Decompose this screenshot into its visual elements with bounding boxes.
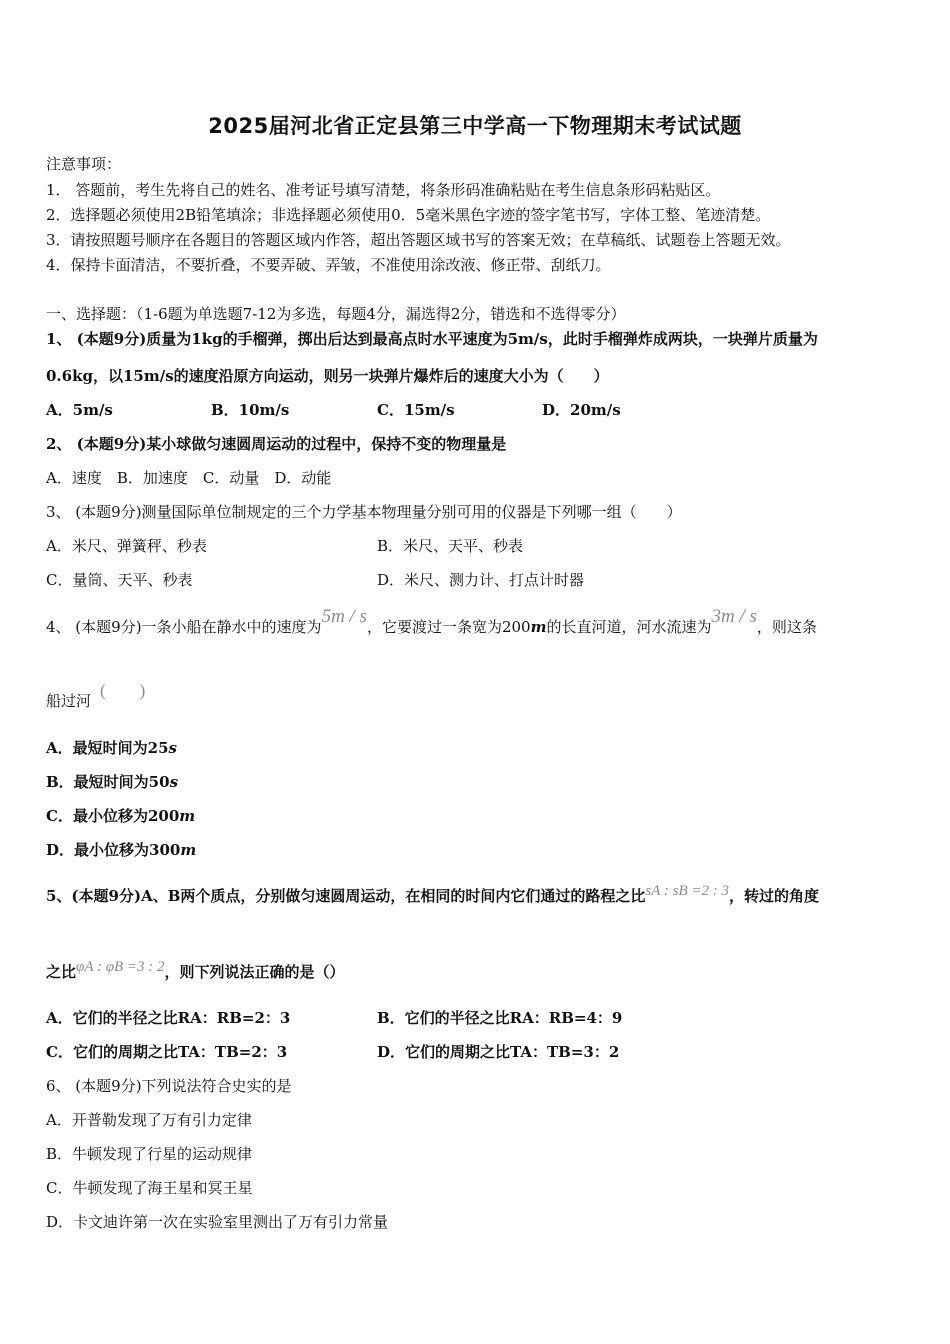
q5-angle-ratio: φA : φB =3 : 2	[76, 959, 165, 975]
q5-stem-b: ，转过的角度	[728, 887, 819, 905]
q4-option-b-text: B．最短时间为50	[46, 773, 170, 791]
section-heading: 一、选择题：（1-6题为单选题7-12为多选，每题4分，漏选得2分，错选和不选得零分）	[46, 305, 626, 323]
q5-line2-a: 之比	[46, 963, 77, 981]
q4-option-b-unit: s	[169, 773, 179, 791]
q4-option-d-text: D．最小位移为300	[46, 841, 181, 859]
q4-speed-boat: 5m / s	[321, 606, 367, 627]
q4-option-c	[46, 805, 195, 826]
q4-option-a-unit: s	[168, 739, 177, 757]
q6-stem: 6、 (本题9分)下列说法符合史实的是	[46, 1077, 292, 1095]
q4-speed-water: 3m / s	[711, 606, 757, 627]
q5-stem-line2	[46, 961, 345, 982]
q5-stem	[46, 885, 819, 906]
q1-stem-line2: 0.6kg，以15m/s的速度沿原方向运动，则另一块弹片爆炸后的速度大小为（ ）	[46, 367, 609, 385]
q4-stem-a: 4、 (本题9分)一条小船在静水中的速度为	[46, 618, 322, 636]
q4-option-a	[46, 737, 177, 758]
q4-option-d	[46, 839, 196, 860]
q4-option-c-text: C．最小位移为200	[46, 807, 180, 825]
q4-unit-m: m	[530, 618, 547, 636]
q3-option-c: C．量筒、天平、秒表	[46, 571, 193, 589]
notice-item-3: 3．请按照题号顺序在各题目的答题区域内作答，超出答题区域书写的答案无效；在草稿纸、试题卷上答题无效。	[46, 231, 791, 249]
q3-stem: 3、 (本题9分)测量国际单位制规定的三个力学基本物理量分别可用的仪器是下列哪一组（ ）	[46, 503, 682, 521]
q4-stem-c: 的长直河道，河水流速为	[546, 618, 712, 636]
q6-option-a: A．开普勒发现了万有引力定律	[46, 1111, 252, 1129]
notice-item-1: 1． 答题前，考生先将自己的姓名、准考证号填写清楚，将条形码准确粘贴在考生信息条形码粘贴区。	[46, 181, 721, 199]
q1-option-d: D．20m/s	[542, 401, 621, 419]
q1-stem-line1: 1、 (本题9分)质量为1kg的手榴弹，掷出后达到最高点时水平速度为5m/s，此时手榴弹炸成两块，一块弹片质量为	[46, 330, 818, 348]
q6-option-c: C．牛顿发现了海王星和冥王星	[46, 1179, 253, 1197]
q3-option-a: A．米尺、弹簧秤、秒表	[46, 537, 207, 555]
q5-path-ratio: sA : sB =2 : 3	[645, 883, 729, 899]
q6-option-b: B．牛顿发现了行星的运动规律	[46, 1145, 253, 1163]
q4-answer-paren: ( )	[100, 681, 146, 700]
q4-option-d-unit: m	[180, 841, 197, 859]
q6-option-d: D．卡文迪许第一次在实验室里测出了万有引力常量	[46, 1213, 389, 1231]
q3-option-b: B．米尺、天平、秒表	[377, 537, 524, 555]
q4-option-c-unit: m	[179, 807, 196, 825]
q5-option-a: A．它们的半径之比RA：RB=2：3	[46, 1009, 291, 1027]
q4-stem	[46, 606, 817, 638]
notice-heading: 注意事项：	[46, 155, 122, 173]
q1-option-c: C．15m/s	[377, 401, 455, 419]
q4-stem-line2: 船过河	[46, 692, 92, 710]
q4-stem-b: ，它要渡过一条宽为200	[366, 618, 531, 636]
page-title: 2025届河北省正定县第三中学高一下物理期末考试试题	[208, 114, 742, 138]
q4-option-b	[46, 771, 178, 792]
notice-item-2: 2．选择题必须使用2B铅笔填涂；非选择题必须使用0．5毫米黑色字迹的签字笔书写，字体工整、笔迹清楚。	[46, 206, 771, 224]
q5-line2-b: ，则下列说法正确的是（）	[164, 963, 345, 981]
q5-stem-a: 5、(本题9分)A、B两个质点，分别做匀速圆周运动，在相同的时间内它们通过的路程之比	[46, 887, 646, 905]
notice-item-4: 4．保持卡面清洁，不要折叠，不要弄破、弄皱，不准使用涂改液、修正带、刮纸刀。	[46, 256, 611, 274]
q5-option-d: D．它们的周期之比TA：TB=3：2	[377, 1043, 620, 1061]
q2-stem-text: 2、 (本题9分)某小球做匀速圆周运动的过程中，保持不变的物理量是	[46, 435, 507, 453]
q5-option-b: B．它们的半径之比RA：RB=4：9	[377, 1009, 623, 1027]
q1-option-a: A．5m/s	[46, 401, 113, 419]
q4-stem-d: ，则这条	[756, 618, 817, 636]
q4-option-a-text: A．最短时间为25	[46, 739, 169, 757]
q5-option-c: C．它们的周期之比TA：TB=2：3	[46, 1043, 288, 1061]
q2-stem	[46, 433, 506, 454]
q3-option-d: D．米尺、测力计、打点计时器	[377, 571, 585, 589]
q1-option-b: B．10m/s	[211, 401, 290, 419]
q2-options: A．速度 B．加速度 C．动量 D．动能	[46, 469, 332, 487]
